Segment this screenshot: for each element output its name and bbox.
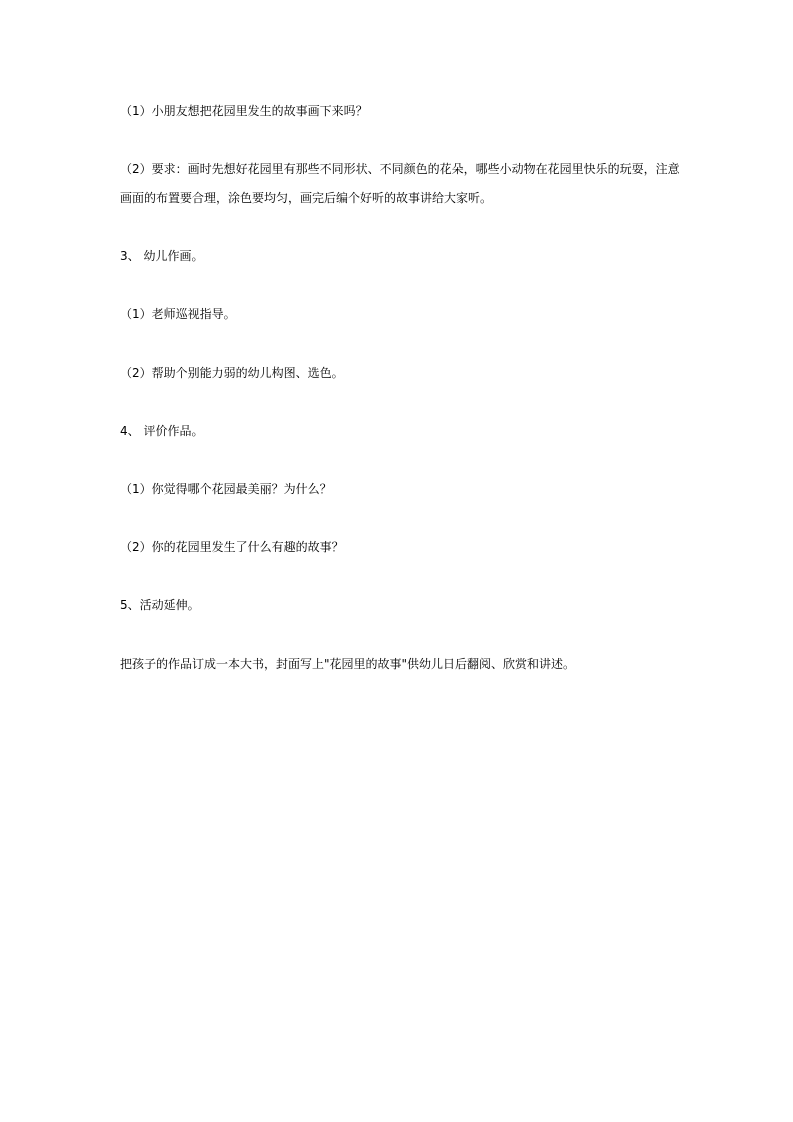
paragraph-help-weak-children: （2）帮助个别能力弱的幼儿构图、选色。	[120, 366, 344, 380]
paragraph-teacher-guidance: （1）老师巡视指导。	[120, 307, 236, 321]
section-heading-activity-extension: 5、活动延伸。	[120, 598, 200, 612]
paragraph-question-draw-story: （1）小朋友想把花园里发生的故事画下来吗？	[120, 104, 368, 118]
paragraph-drawing-requirements: （2）要求：画时先想好花园里有那些不同形状、不同颜色的花朵，哪些小动物在花园里快乐的玩耍，注意画面的布置要合理，涂色要均匀，画完后编个好听的故事讲给大家听。	[120, 162, 680, 205]
section-heading-children-drawing: 3、 幼儿作画。	[120, 249, 204, 263]
section-heading-evaluate-works: 4、 评价作品。	[120, 424, 204, 438]
paragraph-question-interesting-story: （2）你的花园里发生了什么有趣的故事？	[120, 540, 344, 554]
paragraph-make-big-book: 把孩子的作品订成一本大书，封面写上"花园里的故事"供幼儿日后翻阅、欣赏和讲述。	[120, 657, 576, 671]
paragraph-question-most-beautiful: （1）你觉得哪个花园最美丽？为什么？	[120, 482, 332, 496]
